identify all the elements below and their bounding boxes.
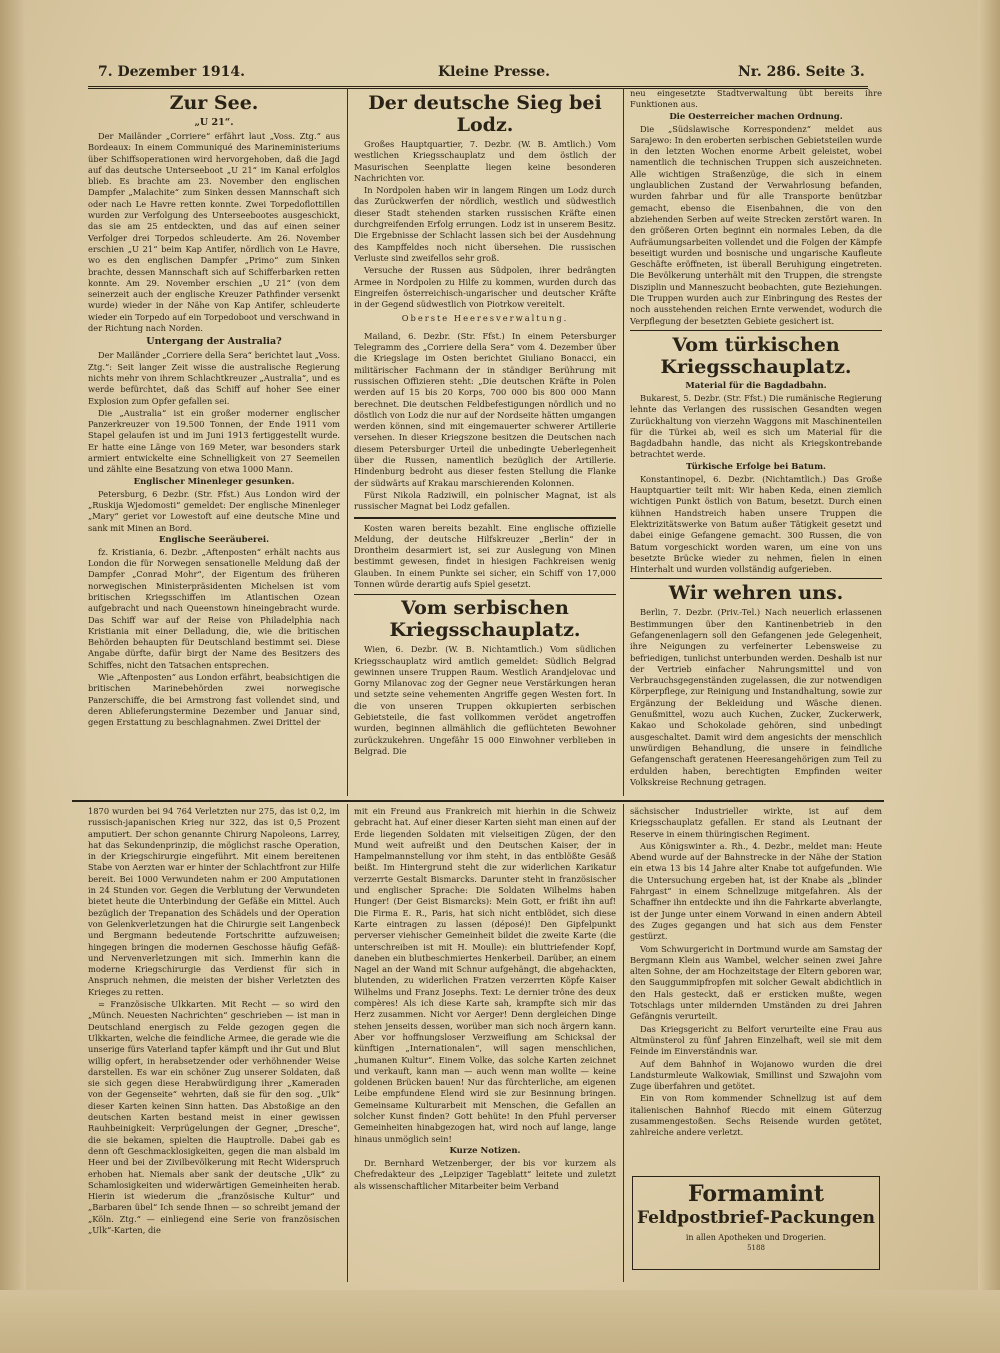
article-paragraph: mit ein Freund aus Frankreich mit hierhin in die Schweiz gebracht hat. Auf einer dieser Karten sieht man einen auf der Erde liegenden Soldaten mit vielseitigen Zügen, der den Mund weit aufreißt und den Deutschen Kaiser, der in Hampelmannstellung vor ihm steht, in das entblößte Gesäß beißt. Im Hintergrund steht die zur widerlichen Karikatur verzerrte Gestalt Bismarcks. Darunter steht in französischer und englischer Sprache: Die Soldaten Wilhelms haben Hunger! (Der Geist Bismarcks): Mein Gott, er frißt ihn auf! Die Firma E. R., Paris, hat sich nicht entblödet, sich diese Karte eintragen zu lassen (déposé)! Den Gipfelpunkt perverser viehischer Gemeinheit bildet die zweite Karte (die unterschreiben ist mit H. Moulle): ein bluttriefender Kopf, daneben ein blutbeschmiertes Henkerbeil. Darüber, an einem Nagel an der Wand mit Schnur aufgehängt, die abgehackten, blutenden, zu widerlichen Fratzen verzerrten Köpfe Kaiser Wilhelms und Franz Josephs. Text: Le dernier trône des deux compères! Als ich diese Karte sah, krampfte sich mir das Herz zusammen. Nicht vor Aerger! Denn dergleichen Dinge stehen jenseits dessen, worüber man sich noch ärgern kann. Aber vor hoffnungsloser Verzweiflung am Schicksal der künftigen „Internationalen“, will sagen menschlichen, „humanen Kultur“. Einem Volke, das solche Karten zeichnet und verkauft, kann man — auch wenn man wollte — keine goldenen Brücken bauen! Nur das fürchterliche, am eigenen Leibe empfundene Elend wird sie zur Besinnung bringen. Gemeinsame Kulturarbeit mit Menschen, die Gefallen an solcher Kunst finden? Gott behüte! In den Pfuhl perverser Gemeinheiten hinabgezogen hat, wird noch auf lange, lange hinaus unmöglich sein! xyxy=(354,806,616,1144)
article-paragraph: Großes Hauptquartier, 7. Dezbr. (W. B. Amtlich.) Vom westlichen Kriegsschauplatz und dem östlich der Masurischen Seenplatte liegen keine besonderen Nachrichten vor. xyxy=(354,139,616,183)
ad-code: 5188 xyxy=(747,1244,765,1252)
article-paragraph: Das Kriegsgericht zu Belfort verurteilte eine Frau aus Altmünsterol zu fünf Jahren Einzelhaft, weil sie mit dem Feinde im Einverständnis war. xyxy=(630,1023,882,1057)
bottom-column-3 xyxy=(630,806,882,1170)
article-paragraph: Die „Australia“ ist ein großer moderner englischer Panzerkreuzer von 19.500 Tonnen, der Ende 1911 vom Stapel gelaufen ist und im Juni 1913 fertiggestellt wurde. Er hatte eine Länge von 169 Meter, war besonders stark armiert entwickelte eine Schnelligkeit von 27 Seemeilen und zählte eine Besatzung von etwa 1000 Mann. xyxy=(88,407,340,475)
article-paragraph: Fürst Nikola Radziwill, ein polnischer Magnat, ist als russischer Magnat bei Lodz gefallen. xyxy=(354,489,616,512)
article-paragraph: Mailand, 6. Dezbr. (Str. Ffst.) In einem Petersburger Telegramm des „Corriere della Sera“ vom 4. Dezember über die Kriegslage im Osten berichtet Giuliano Bonacci, ein militärischer Fachmann der in ständiger Berührung mit russischen Offizieren steht: „Die deutschen Kräfte in Polen werden auf 15 bis 20 Korps, 700 000 bis 800 000 Mann berechnet. Die deutschen Feldbefestigungen nördlich und no döstlich von Lodz die nur auf der Nordseite hätten umgangen werden können, sind mit eingemauerter schwerer Artillerie versehen. In dieser Kriegszone besitzen die Deutschen nach diesem Petersburger Urteil die unbedingte Ueberlegenheit über die Russen, namentlich bezüglich der Artillerie. Hindenburg bedroht aus dieser festen Stellung die Flanke der südwärts auf Krakau marschierenden Kolonnen. xyxy=(354,330,616,488)
article-paragraph: neu eingesetzte Stadtverwaltung übt bereits ihre Funktionen aus. xyxy=(630,88,882,110)
article-paragraph: Dr. Bernhard Wetzenberger, der bis vor kurzem als Chefredakteur des „Leipziger Tageblatt“ leitete und zuletzt als wissenschaftlicher Mitarbeiter beim Verband xyxy=(354,1157,616,1191)
signature-heeresverwaltung: Oberste Heeresverwaltung. xyxy=(401,313,569,324)
column-3 xyxy=(630,88,882,796)
headline-zur-see: Zur See. xyxy=(169,92,259,114)
article-paragraph: Kosten waren bereits bezahlt. Eine englische offizielle Meldung, der deutsche Hilfskreuzer „Berlin“ der in Drontheim desarmiert ist, sei zur Auslegung von Minen bestimmt gewesen, findet in hiesigen Fachkreisen wenig Glauben. In einem Punkte sei sicher, ein Schiff von 17,000 Tonnen würde derartig aufs Spiel gesetzt. xyxy=(354,522,616,589)
ad-brand: Formamint xyxy=(687,1181,824,1207)
headline-oesterreicher: Die Oesterreicher machen Ordnung. xyxy=(669,111,843,122)
article-paragraph: Der Mailänder „Corriere della Sera“ berichtet laut „Voss. Ztg.“: Seit langer Zeit wisse die australische Regierung nichts mehr von ihrem Schlachtkreuzer „Australia“, und es werde befürchtet, daß das Schiff auf hoher See einer Explosion zum Opfer gefallen sei. xyxy=(88,350,340,406)
horizontal-divider xyxy=(72,800,884,802)
article-paragraph: sächsischer Industrieller wirkte, ist auf dem Kriegsschauplatz gefallen. Er stand als Leutnant der Reserve in einem thüringischen Regiment. xyxy=(630,806,882,839)
article-paragraph: 1870 wurden bei 94 764 Verletzten nur 275, das ist 0,2, im russisch-japanischen Krieg nur 322, das ist 0,5 Prozent amputiert. Der schon genannte Chirurg Napoleons, Larrey, hat das Sekundenprinzip, die möglichst rasche Operation, in der Kriegschirurgie eingeführt. Mit einem bereitenen Stabe von Aerzten war er hinter der Schlachtfront zur Hilfe bereit. Bei 1000 Verwundeten nahm er 200 Amputationen in 24 Stunden vor. Gegen die Verblutung der Verwundeten bietet heute die Unterbindung der Gefäße ein Mittel. Auch bezüglich der Trepanation des Schädels und der Operation von Gelenkverletzungen hat die Chirurgie seit Langenbeck und Bergmann bedeutende Fortschritte aufzuweisen; hingegen bringen die modernen Geschosse häufig Gefäß- und Nervenverletzungen mit sich. Immerhin kann die moderne Kriegschirurgie das Verdienst für sich in Anspruch nehmen, die meisten der bisher Verletzten des Krieges zu retten. xyxy=(88,806,340,997)
column-divider xyxy=(347,88,348,796)
ad-product: Feldpostbrief-Packungen xyxy=(636,1208,876,1228)
issue-number-page: Nr. 286. Seite 3. xyxy=(738,64,865,80)
headline-serbischer-kriegsschauplatz: Vom serbischen Kriegsschauplatz. xyxy=(389,597,581,642)
section-rule xyxy=(354,517,616,519)
headline-minenleger: Englischer Minenleger gesunken. xyxy=(133,476,295,487)
column-2 xyxy=(354,90,616,796)
article-paragraph: Versuche der Russen aus Südpolen, ihrer bedrängten Armee in Nordpolen zu Hilfe zu kommen, wurden durch das Eingreifen österreichisch-ungarischer und deutscher Kräfte in der Gegend südwestlich von Piotrkow vereitelt. xyxy=(354,265,616,310)
page-bottom-margin xyxy=(0,1290,1000,1353)
article-paragraph: Aus Königswinter a. Rh., 4. Dezbr., meldet man: Heute Abend wurde auf der Bahnstrecke in der Nähe der Station ein etwa 13 bis 14 Jahre alter Knabe tot aufgefunden. Wie die Untersuchung ergeben hat, ist der Knabe als „blinder Fahrgast“ in einem Schnellzuge mitgefahren. Als der Schaffner ihn entdeckte und ihn die Fahrkarte abverlangte, ist der Junge unter einem Vorwand in einen andern Abteil des Zuges gegangen und hat sich aus dem Fenster gestürzt. xyxy=(630,840,882,942)
headline-kurze-notizen: Kurze Notizen. xyxy=(449,1145,521,1156)
article-paragraph: In Nordpolen haben wir in langem Ringen um Lodz durch das Zurückwerfen der nördlich, westlich und südwestlich dieser Stadt stehenden starken russischen Kräfte einen durchgreifenden Erfolg errungen. Lodz ist in unserem Besitz. Die Ergebnisse der Schlacht lassen sich bei der Ausdehnung des Kampffeldes noch nicht übersehen. Die russischen Verluste sind zweifellos sehr groß. xyxy=(354,185,616,263)
section-rule xyxy=(630,330,882,331)
article-paragraph: Bukarest, 5. Dezbr. (Str. Ffst.) Die rumänische Regierung lehnte das Verlangen des russischen Gesandten wegen Zurückhaltung von vierzehn Waggons mit Maschinenteilen für die Türkei ab, weil es sich um Material für die Bagdadbahn handle, das nicht als Kriegskontrebande betrachtet werde. xyxy=(630,392,882,460)
section-rule xyxy=(354,594,616,595)
bottom-column-2 xyxy=(354,806,616,1284)
article-paragraph: Der Mailänder „Corriere“ erfährt laut „Voss. Ztg.“ aus Bordeaux: In einem Communiqué des Marineministeriums über Schiffsoperationen wird hervorgehoben, daß die Jagd auf das deutsche Unterseeboot „U 21“ im Kanal erfolglos blieb. Es brachte am 23. November den englischen Dampfer „Malachite“ zum Sinken dessen Mannschaft sich oder nach Le Havre retten konnte. Zwei Torpedoflottillen wurden zur Verfolgung des Unterseebootes ausgeschickt, das sie am 25 entdeckten, und das auf einen seiner Verfolger drei Torpedos schleuderte. Am 26. November erschien „U 21“ beim Kap Antifer, nördlich von Le Havre, wo es den englischen Dampfer „Primo“ zum Sinken brachte, dessen Mannschaft sich auf Schifferbarken retten konnte. Am 29. November erschien „U 21“ (von dem seinerzeit auch der englische Kreuzer Pathfinder versenkt wurde) wieder in der Nähe von Kap Antifer, schleuderte wieder ein Torpedo auf ein Torpedoboot und verschwand in der Richtung nach Norden. xyxy=(88,131,340,334)
column-divider xyxy=(623,804,624,1282)
article-paragraph: fz. Kristiania, 6. Dezbr. „Aftenposten“ erhält nachts aus London die für Norwegen sensationelle Meldung daß der Dampfer „Conrad Mohr“, der Eigentum des früheren norwegischen Ministerpräsidenten Michelsen ist vom britischen Kriegsschiffen im Atlantischen Ozean aufgebracht und nach Queenstown hineingebracht wurde. Das Schiff war auf der Reise von Philadelphia nach Kristiania mit einer Delladung, die, wie die britischen Behörden behaupten für Deutschland bestimmt sei. Diese Angabe dürfte, dafür birgt der Name des Besitzers des Schiffes, nicht den Tatsachen entsprechen. xyxy=(88,546,340,670)
section-rule xyxy=(630,578,882,579)
article-paragraph: Vom Schwurgericht in Dortmund wurde am Samstag der Bergmann Klein aus Wambel, welcher seinen zwei Jahre alten Sohne, der am Hochzeitstage der Eltern geboren war, den Sauggummipfropfen mit solcher Gewalt abdichtlich in den Hals gesteckt, daß er ersticken mußte, wegen Totschlags unter mildernden Umständen zu drei Jahren Gefängnis verurteilt. xyxy=(630,943,882,1022)
subheadline-bagdadbahn: Material für die Bagdadbahn. xyxy=(685,380,827,391)
page-edge-right xyxy=(978,0,1000,1353)
issue-date: 7. Dezember 1914. xyxy=(98,64,245,80)
column-divider xyxy=(623,88,624,796)
article-paragraph: Petersburg, 6 Dezbr. (Str. Ffst.) Aus London wird der „Ruskija Wjedomosti“ gemeldet: Der englische Minenleger „Mary“ geriet vor Lowestoft auf eine deutsche Mine und sank mit Minen an Bord. xyxy=(88,488,340,533)
article-paragraph: Auf dem Bahnhof in Wojanowo wurden die drei Landsturmleute Walkowiak, Smillinst und Szwajohn vom Zuge überfahren und getötet. xyxy=(630,1058,882,1092)
article-paragraph: Konstantinopel, 6. Dezbr. (Nichtamtlich.) Das Große Hauptquartier teilt mit: Wir haben Keda, einen ziemlich wichtigen Punkt östlich von Batum, besetzt. Durch einen kühnen Handstreich haben unsere Truppen die Elektrizitätswerke von Batum außer Tätigkeit gesetzt und dabei einige Gefangene gemacht. 300 Russen, die von Batum vorgeschickt worden waren, um eine von uns besetzte Brücke wieder zu nehmen, fielen in einen Hinterhalt und wurden vollständig aufgerieben. xyxy=(630,473,882,575)
article-paragraph: Wie „Aftenposten“ aus London erfährt, beabsichtigen die britischen Marinebehörden zwei norwegische Panzerschiffe, die bei Armstrong fast vollendet sind, und deren Ablieferungstermine Dezember und Januar sind, gegen Erstattung zu beschlagnahmen. Zwei Drittel der xyxy=(88,672,340,728)
masthead xyxy=(88,64,868,89)
headline-tuerkischer-kriegsschauplatz: Vom türkischen Kriegsschauplatz. xyxy=(660,333,852,378)
article-paragraph: Die „Südslawische Korrespondenz“ meldet aus Sarajewo: In den eroberten serbischen Gebietsteilen wurde in den letzten Wochen enorme Arbeit geleistet, wobei namentlich die technischen Truppen sich auszeichneten. Alle wichtigen Straßenzüge, die sich in einem unglaublichen Zustand der Verwahrlosung befanden, wurden fahrbar und für alle Transporte benützbar gemacht, ebenso die Eisenbahnen, die von den abziehenden Serben auf weite Strecken zerstört waren. In den größeren Orten beginnt ein normales Leben, da die Aufräumungsarbeiten vollendet und die Folgen der Kämpfe beseitigt wurden und bosnische und ungarische Kaufleute Geschäfte eröffneten, ist überall Beruhigung eingetreten. Die Bevölkerung unterhält mit den Truppen, die strengste Disziplin und Manneszucht beobachten, gute Beziehungen. Die Truppen wurden auch zur Einbringung des Restes der noch ausstehenden reichen Ernte verwendet, wodurch die Verpflegung der besetzten Gebiete gesichert ist. xyxy=(630,123,882,326)
column-divider xyxy=(347,804,348,1282)
page-edge-left xyxy=(0,0,26,1353)
bottom-column-1 xyxy=(88,806,340,1284)
article-paragraph: Berlin, 7. Dezbr. (Priv.-Tel.) Nach neuerlich erlassenen Bestimmungen über den Kantinenbetrieb in den Gefangenenlagern soll den Gefangenen jede Gelegenheit, ihre Neigungen zu verfeinerter Lebensweise zu befriedigen, tunlichst unterbunden werden. Deshalb ist nur der Vertrieb einfacher Nahrungsmittel und von Verbrauchsgegenständen zugelassen, die zur notwendigen Körperpflege, zur Reinigung und Instandhaltung, sowie zur Ergänzung der Bekleidung und Wäsche dienen. Genußmittel, wozu auch Kuchen, Zucker, Zuckerwerk, Kakao und Schokolade gehören, sind unbedingt ausgeschaltet. Damit wird dem angesichts der menschlich unwürdigen Behandlung, die unsere in feindliche Gefangenschaft geratenen Heeresangehörigen zum Teil zu erdulden haben, berechtigten Empfinden weiter Volkskreise Rechnung getragen. xyxy=(630,607,882,787)
article-paragraph: Ein von Rom kommender Schnellzug ist auf dem italienischen Bahnhof Riecdo mit einem Güterzug zusammengestoßen. Sechs Reisende wurden getötet, zahlreiche andere verletzt. xyxy=(630,1093,882,1138)
article-paragraph: = Französische Ulkkarten. Mit Recht — so wird den „Münch. Neuesten Nachrichten“ geschrieben — ist man in Deutschland energisch zu Felde gezogen gegen die Ulkkarten, welche die feindliche Armee, die gerade wie die unserige fürs Vaterland tapfer kämpft und ihr Gut und Blut willig opfert, in herabsetzender oder verhöhnender Weise darstellen. Es war ein schöner Zug unserer Soldaten, daß sie sich gegen diese Herabwürdigung ihrer „Kameraden von der Gegenseite“ wehrten, daß sie für den sog. „Ulk“ dieser Karten keinen Sinn hatten. Das Abstoßige an den deutschen Karten bestand meist in einer gewissen Rauhbeinigkeit: Verprügelungen der Gegner, „Dresche“, die sie bekamen, spielten die Hauptrolle. Dabei gab es denn oft Geschmacklosigkeiten, gegen die man alsbald im Heer und bei der Zivilbevölkerung mit Recht Widerspruch erhoben hat. Niemals aber sank der deutsche „Ulk“ zu Schamlosigkeiten und widerwärtigen Gemeinheiten herab. Hierin ist wiederum die „französische Kultur“ und „Barbaren übel“ Ich sende Ihnen — so schreibt jemand der „Köln. Ztg.“ — einliegend eine Serie von französischen „Ulk“-Karten, die xyxy=(88,999,340,1235)
subheadline-u21: „U 21“. xyxy=(194,117,234,128)
headline-batum: Türkische Erfolge bei Batum. xyxy=(685,461,827,472)
headline-seeraeuberei: Englische Seeräuberei. xyxy=(158,534,270,545)
column-1 xyxy=(88,90,340,796)
newspaper-title: Kleine Presse. xyxy=(438,64,551,80)
article-paragraph: Wien, 6. Dezbr. (W. B. Nichtamtlich.) Vom südlichen Kriegsschauplatz wird amtlich gemeldet: Südlich Belgrad gewinnen unsere Truppen Raum. Westlich Arandjelovac und Gorny Milanovac zog der Gegner neue Verstärkungen heran und setzte seine vehementen Angriffe gegen Westen fort. In die von unseren Truppen okkupierten serbischen Gebietsteile, die fast vollkommen verödet angetroffen wurden, beginnen allmählich die geflüchteten Bewohner zurückzukehren. Ungefähr 15 000 Einwohner verblieben in Belgrad. Die xyxy=(354,644,616,756)
advertisement-formamint xyxy=(632,1176,880,1270)
ad-availability: in allen Apotheken und Drogerien. xyxy=(685,1233,827,1242)
headline-wir-wehren-uns: Wir wehren uns. xyxy=(668,582,844,605)
headline-sieg-lodz: Der deutsche Sieg bei Lodz. xyxy=(368,92,602,136)
headline-australia: Untergang der Australia? xyxy=(146,336,282,348)
